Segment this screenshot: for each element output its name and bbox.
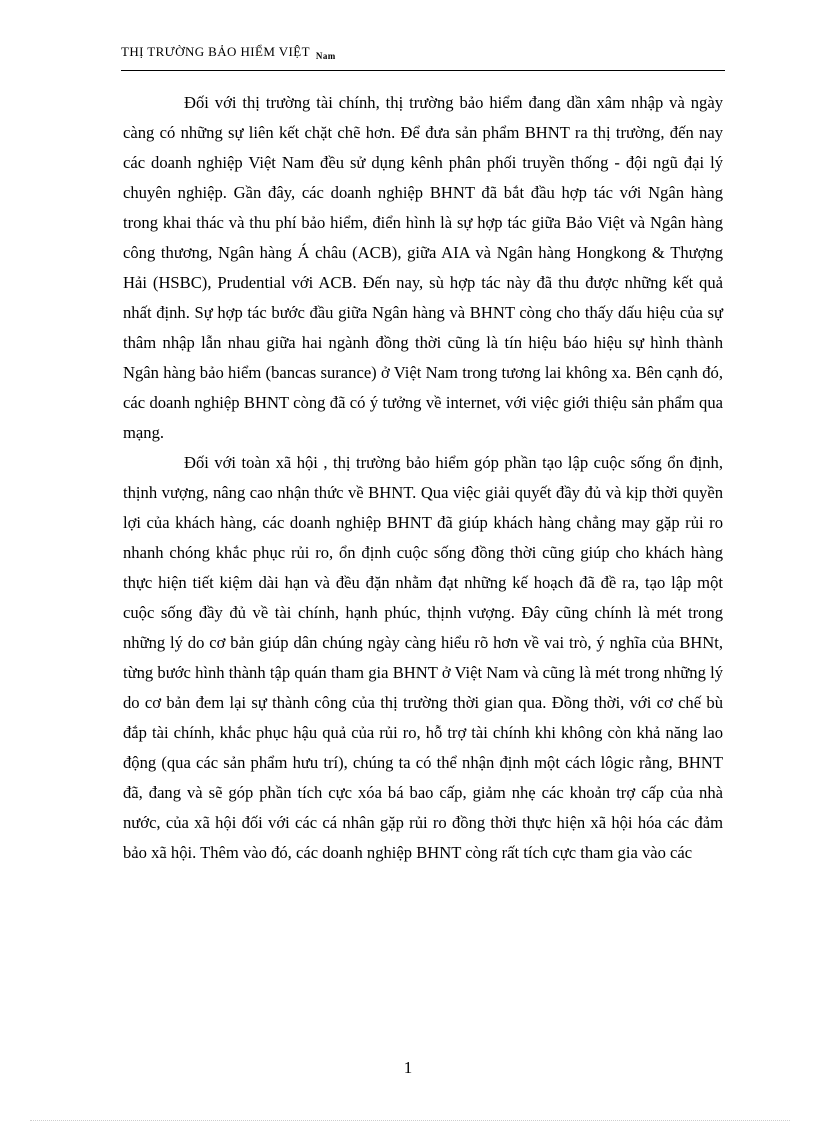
page-bottom-divider xyxy=(30,1120,790,1121)
header-title-tail: Nam xyxy=(315,51,336,61)
page-number: 1 xyxy=(403,1058,413,1077)
running-header xyxy=(121,44,725,60)
header-title: THỊ TRƯỜNG BẢO HIỂM VIỆT xyxy=(121,44,310,59)
document-body xyxy=(123,88,723,868)
header-divider xyxy=(121,70,725,71)
paragraph-society: Đối với toàn xã hội , thị trường bảo hiểm góp phần tạo lập cuộc sống ổn định, thịnh vượng, nâng cao nhận thức về BHNT. Qua việc giải quyết đầy đủ và kịp thời quyền lợi của khách hàng, các doanh nghiệp BHNT đã giúp khách hàng chẳng may gặp rủi ro nhanh chóng khắc phục rủi ro, ổn định cuộc sống đồng thời cũng giúp cho khách hàng thực hiện tiết kiệm dài hạn và đều đặn nhằm đạt những kế hoạch đã đề ra, tạo lập một cuộc sống đầy đủ về tài chính, hạnh phúc, thịnh vượng. Đây cũng chính là mét trong những lý do cơ bản giúp dân chúng ngày càng hiểu rõ hơn về vai trò, ý nghĩa của BHNt, từng bước hình thành tập quán tham gia BHNT ở Việt Nam và cũng là mét trong những lý do cơ bản đem lại sự thành công của thị trường thời gian qua. Đồng thời, với cơ chế bù đắp tài chính, khắc phục hậu quả của rủi ro, hỗ trợ tài chính khi không còn khả năng lao động (qua các sản phẩm hưu trí), chúng ta có thể nhận định một cách lôgic rằng, BHNT đã, đang và sẽ góp phần tích cực xóa bá bao cấp, giảm nhẹ các khoản trợ cấp của nhà nước, của xã hội đối với các cá nhân gặp rủi ro đồng thời thực hiện xã hội hóa các đảm bảo xã hội. Thêm vào đó, các doanh nghiệp BHNT còng rất tích cực tham gia vào các xyxy=(123,453,723,862)
paragraph-financial-market: Đối với thị trường tài chính, thị trường bảo hiểm đang dần xâm nhập và ngày càng có những sự liên kết chặt chẽ hơn. Để đưa sản phẩm BHNT ra thị trường, đến nay các doanh nghiệp Việt Nam đều sử dụng kênh phân phối truyền thống - đội ngũ đại lý chuyên nghiệp. Gần đây, các doanh nghiệp BHNT đã bắt đầu hợp tác với Ngân hàng trong khai thác và thu phí bảo hiểm, điển hình là sự hợp tác giữa Bảo Việt và Ngân hàng công thương, Ngân hàng Á châu (ACB), giữa AIA và Ngân hàng Hongkong & Thượng Hải (HSBC), Prudential với ACB. Đến nay, sù hợp tác này đã thu được những kết quả nhất định. Sự hợp tác bước đầu giữa Ngân hàng và BHNT còng cho thấy dấu hiệu của sự thâm nhập lẫn nhau giữa hai ngành đồng thời cũng là tín hiệu báo hiệu sự hình thành Ngân hàng bảo hiểm (bancas surance) ở Việt Nam trong tương lai không xa. Bên cạnh đó, các doanh nghiệp BHNT còng đã có ý tưởng về internet, với việc giới thiệu sản phẩm qua mạng. xyxy=(123,93,723,442)
